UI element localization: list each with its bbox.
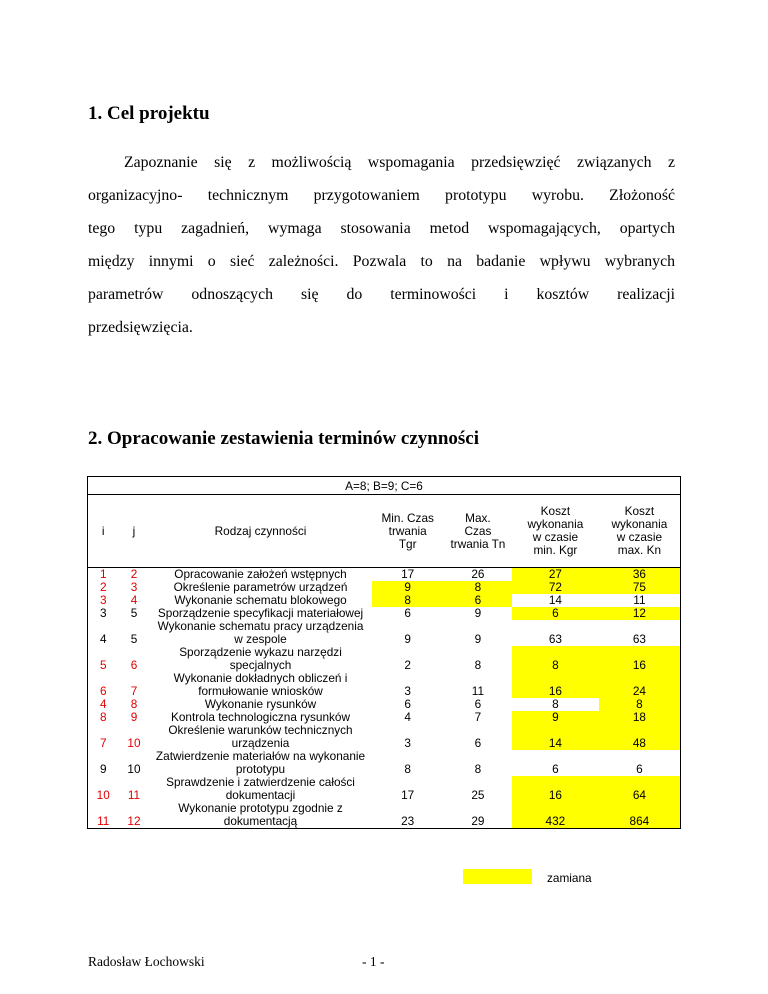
table-row [88,802,681,829]
cell-kgr: 432 [512,802,599,829]
cell-kn: 64 [599,776,681,802]
footer-page-number: - 1 - [362,954,385,969]
table-row [88,724,681,750]
cell-tn: 26 [471,567,485,581]
section-1-heading: 1. Cel projektu [88,103,210,124]
cell-name: Kontrola technologiczna rysunków [170,710,351,724]
cell-name: Określenie warunków technicznych urządzenia [168,723,353,750]
cell-kn: 8 [599,698,681,711]
cell-tn: 8 [474,658,482,672]
cell-tn: 6 [474,736,482,750]
cell-tn: 6 [474,697,482,711]
cell-tn: 7 [474,710,482,724]
cell-j: 2 [130,567,138,581]
cell-j: 4 [130,593,138,607]
cell-kgr: 16 [512,776,599,802]
table-row [88,646,681,672]
table-row [88,620,681,646]
cell-name: Sporządzenie wykazu narzędzi specjalnych [179,645,342,672]
cell-kn: 36 [599,568,681,582]
cell-tn: 11 [471,684,485,698]
cell-name: Wykonanie rysunków [204,697,317,711]
cell-tn: 9 [474,606,482,620]
cell-kgr: 8 [552,697,559,711]
table-row [88,750,681,776]
cell-name: Określenie parametrów urządzeń [173,580,348,594]
cell-i: 1 [88,568,119,582]
cell-kn: 12 [599,607,681,620]
cell-kgr: 14 [548,593,562,607]
paragraph-line: między innymi o sieć zależności. Pozwala to na badanie wpływu wybranych [88,253,675,270]
cell-tgr: 17 [401,788,415,802]
header-tgr: Min. Czas trwania Tgr [372,495,444,568]
cell-i: 4 [88,620,119,646]
cell-name: Wykonanie schematu pracy urządzenia w zespole [157,619,364,646]
cell-name: Wykonanie prototypu zgodnie z dokumentacją [149,802,371,829]
cell-kn: 11 [599,594,681,607]
cell-j: 10 [127,736,141,750]
cell-kn: 864 [599,802,681,829]
cell-j: 3 [130,580,138,594]
cell-i: 7 [88,724,119,750]
table-row [88,568,681,582]
paragraph-line: przedsięwzięcia. [88,319,193,336]
cell-j: 5 [130,632,138,646]
cell-i: 4 [88,698,119,711]
cell-tgr: 2 [404,658,411,672]
cell-tn: 25 [471,788,485,802]
cell-kgr: 16 [512,672,599,698]
paragraph-line: parametrów odnoszących się do terminowości i kosztów realizacji [88,286,675,303]
cell-kgr: 8 [512,646,599,672]
section-2-heading: 2. Opracowanie zestawienia terminów czynności [88,428,480,449]
cell-tn: 6 [444,594,512,607]
cell-tgr: 6 [404,606,411,620]
table-header-row [88,495,681,568]
paragraph-line: organizacyjno- technicznym przygotowaniem prototypu wyrobu. Złożoność [88,187,675,204]
cell-tgr: 4 [404,710,411,724]
cell-kgr: 72 [512,581,599,594]
cell-i: 9 [88,750,119,776]
cell-tgr: 8 [404,762,411,776]
table-row [88,672,681,698]
cell-kn: 16 [599,646,681,672]
table-title: A=8; B=9; C=6 [88,477,681,495]
cell-j: 10 [127,762,141,776]
cell-kgr: 6 [552,762,559,776]
cell-kgr: 63 [548,632,562,646]
cell-tn: 8 [474,762,482,776]
cell-i: 3 [88,594,119,607]
cell-name: Wykonanie schematu blokowego [174,593,347,607]
schedule-table [87,476,681,829]
cell-name: Wykonanie dokładnych obliczeń i formułowanie wniosków [173,671,348,698]
cell-tgr: 8 [372,594,444,607]
cell-name: Opracowanie założeń wstępnych [174,567,347,581]
cell-j: 9 [130,710,138,724]
header-kgr: Koszt wykonania w czasie min. Kgr [512,495,599,568]
cell-kgr: 9 [512,711,599,724]
cell-i: 8 [88,711,119,724]
cell-name: Sprawdzenie i zatwierdzenie całości dokumentacji [166,775,355,802]
table-row [88,776,681,802]
header-i: i [88,495,119,568]
cell-tgr: 9 [372,581,444,594]
cell-kn: 24 [599,672,681,698]
footer-author: Radosław Łochowski [88,954,205,969]
cell-tgr: 3 [404,684,411,698]
cell-tgr: 17 [401,567,415,581]
cell-j: 6 [130,658,138,672]
cell-tn: 29 [444,802,512,829]
section-1-paragraph [88,146,675,344]
cell-name: Sporządzenie specyfikacji materiałowej [157,606,364,620]
header-kn: Koszt wykonania w czasie max. Kn [599,495,681,568]
cell-tgr: 3 [404,736,411,750]
cell-i: 10 [88,776,119,802]
cell-kgr: 27 [512,568,599,582]
legend-label: zamiana [547,871,592,885]
cell-tgr: 6 [404,697,411,711]
cell-kn: 48 [599,724,681,750]
cell-tgr: 9 [404,632,411,646]
cell-kn: 63 [599,620,681,646]
cell-j: 7 [130,684,138,698]
cell-i: 3 [88,607,119,620]
paragraph-line: Zapoznanie się z możliwością wspomagania przedsięwzięć związanych z [124,154,675,171]
cell-j: 8 [130,697,138,711]
header-name: Rodzaj czynności [149,495,371,568]
cell-tn: 9 [474,632,482,646]
cell-tn: 8 [444,581,512,594]
cell-j: 5 [130,606,138,620]
cell-i: 2 [88,581,119,594]
header-j: j [118,495,149,568]
cell-kn: 75 [599,581,681,594]
cell-kgr: 6 [512,607,599,620]
paragraph-line: tego typu zagadnień, wymaga stosowania metod wspomagających, opartych [88,220,675,237]
cell-j: 12 [118,802,149,829]
cell-j: 11 [127,788,141,802]
cell-tgr: 23 [372,802,444,829]
cell-kn: 18 [599,711,681,724]
cell-i: 6 [88,672,119,698]
cell-i: 5 [88,646,119,672]
cell-name: Zatwierdzenie materiałów na wykonanie prototypu [155,749,366,776]
legend-swatch [463,869,532,884]
cell-kn: 6 [599,750,681,776]
cell-i: 11 [88,802,119,829]
header-tn: Max. Czas trwania Tn [444,495,512,568]
cell-kgr: 14 [512,724,599,750]
